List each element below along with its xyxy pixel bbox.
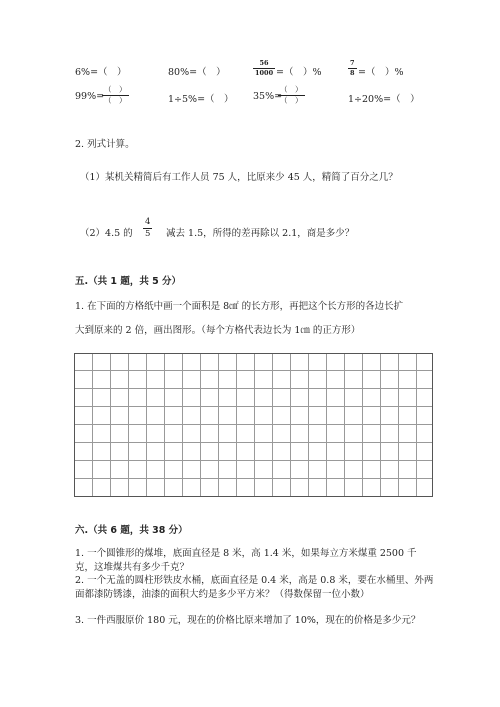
section2-question-2-post: 减去 1.5，所得的差再除以 2.1，商是多少？ [166,228,355,239]
section2-question-2-pre: （2）4.5 的 [80,228,133,239]
row1-item4-fraction [348,60,357,76]
fraction-numerator: （ ） [104,85,127,94]
section5-heading: 五.（共 1 题，共 5 分） [75,276,182,287]
fraction-denominator: 8 [350,68,355,77]
fraction-denominator: （ ） [280,95,303,105]
section2-question-1: （1）某机关精简后有工作人员 75 人，比原来少 45 人，精简了百分之几？ [80,172,398,183]
section6-heading: 六.（共 6 题，共 38 分） [75,525,188,536]
fraction-numerator: 56 [259,59,269,67]
row2-item3-pre: 35%= [253,91,283,102]
fraction-denominator: 1000 [255,68,274,77]
fraction-numerator: （ ） [280,85,303,94]
row1-item2: 80%=（ ） [168,67,226,78]
fraction-numerator: 4 [145,217,151,227]
row1-item4-rest: =（ ）% [358,67,404,78]
row1-item1: 6%=（ ） [75,67,127,78]
fraction-numerator: 7 [350,59,355,67]
section6-question-1: 1. 一个圆锥形的煤堆，底面直径是 8 米，高 1.4 米，如果每立方米煤重 2500 千克，这堆煤共有多少千克？ [75,548,417,573]
section6-question-3: 3. 一件西服原价 180 元，现在的价格比原来增加了 10%，现在的价格是多少元？ [75,615,421,626]
section5-question-1-line-1: 1. 在下面的方格纸中画一个面积是 8㎠ 的长方形，再把这个长方形的各边长扩 [75,301,404,312]
fraction-denominator: （ ） [104,95,127,105]
section6-question-2: 2. 一个无盖的圆柱形铁皮水桶，底面直径是 0.4 米，高是 0.8 米，要在水桶里、外两面都漆防锈漆，油漆的面积大约是多少平方米？（得数保留一位小数） [75,575,434,600]
row1-item3-rest: =（ ）% [276,67,322,78]
section2-title: 2. 列式计算。 [75,139,135,150]
fraction-denominator: 5 [145,228,151,239]
section5-question-1-line-2: 大到原来的 2 倍，画出图形。（每个方格代表边长为 1㎝ 的正方形） [75,325,361,336]
row2-item1-fraction [102,86,129,104]
row2-item4: 1÷20%=（ ） [348,94,420,105]
square-grid-paper[interactable] [74,353,433,497]
row2-item3-fraction [278,86,305,104]
row2-item1-pre: 99%= [75,91,105,102]
section2-question-2-fraction [143,218,152,238]
row2-item2: 1÷5%=（ ） [168,94,234,105]
row1-item3-fraction [253,60,275,76]
